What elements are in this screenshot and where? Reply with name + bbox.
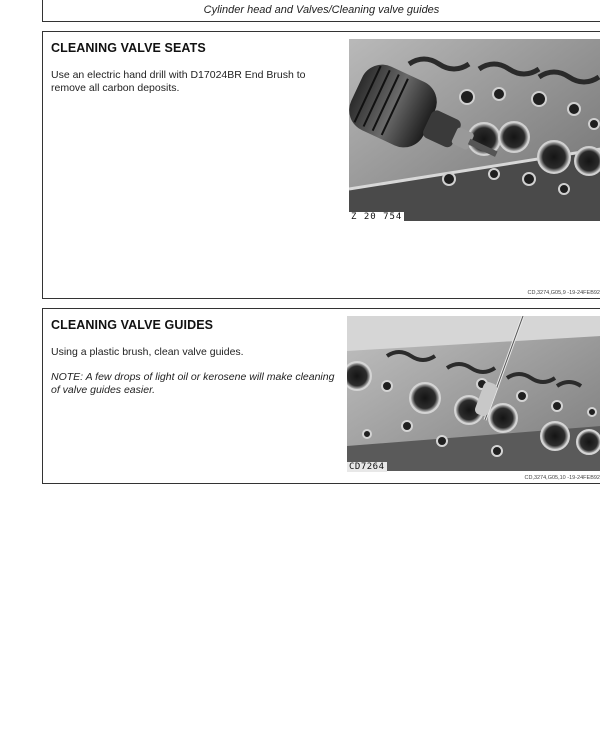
section-cleaning-valve-seats (42, 31, 600, 299)
note (51, 371, 336, 397)
section-instruction: Using a plastic brush, clean valve guides. (51, 346, 244, 358)
reference-code: CD,3274,G05,10 -19-24FEB92 (524, 475, 600, 481)
page-header (42, 0, 600, 22)
drill-photo (349, 39, 600, 221)
section-cleaning-valve-guides (42, 308, 600, 484)
note-text: A few drops of light oil or kerosene will make cleaning of valve guides easier. (51, 371, 335, 396)
note-label: NOTE: (51, 371, 84, 383)
section-title: CLEANING VALVE GUIDES (51, 318, 214, 332)
photo-label: Z 20 754 (351, 212, 403, 222)
reference-code: CD,3274,G05,9 -19-24FEB92 (527, 290, 600, 296)
section-instruction: Use an electric hand drill with D17024BR End Brush to remove all carbon deposits. (51, 69, 306, 94)
photo-label: CD7264 (349, 462, 385, 472)
brush-photo (347, 316, 600, 471)
header-title: Cylinder head and Valves/Cleaning valve guides (203, 4, 440, 16)
section-title: CLEANING VALVE SEATS (51, 41, 206, 55)
